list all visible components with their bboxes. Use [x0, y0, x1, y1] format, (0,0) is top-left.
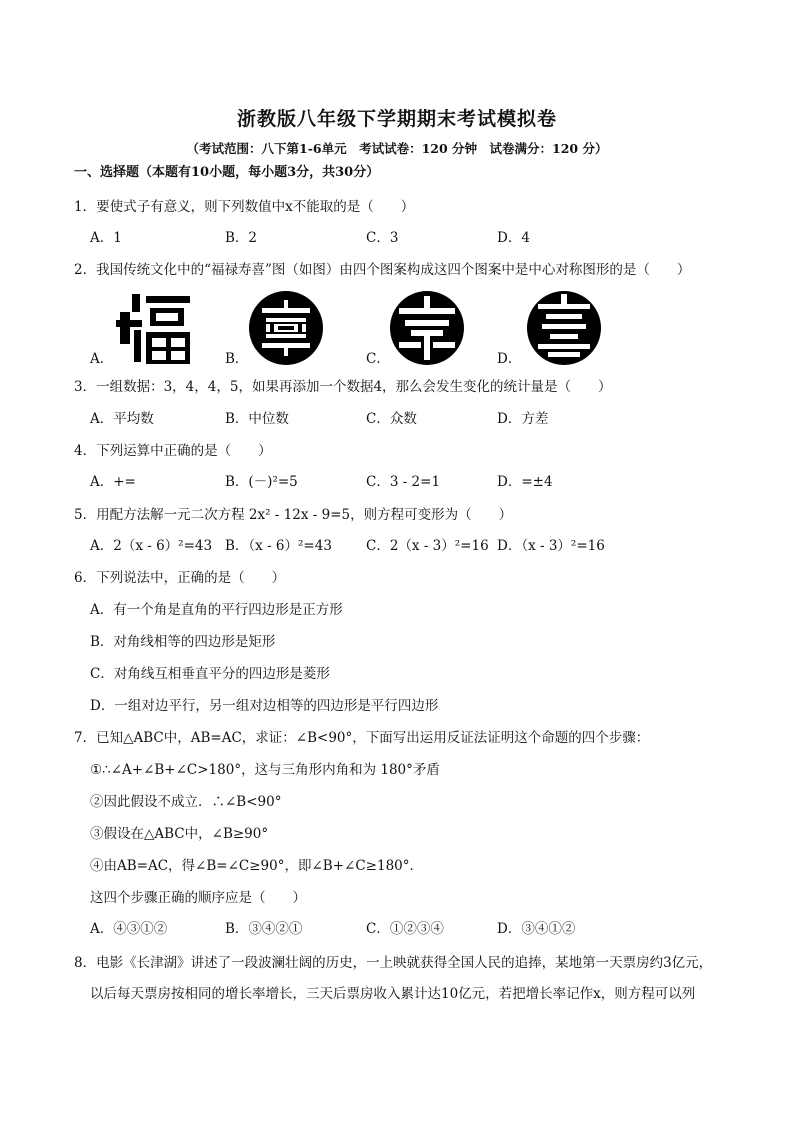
question-8-stem-line-1: 8．电影《长津湖》讲述了一段波澜壮阔的历史，一上映就获得全国人民的追捧，某地第一天票房约3亿元，	[74, 955, 713, 971]
xi-character-icon	[526, 290, 602, 366]
question-7-step-4: ④由AB=AC，得∠B=∠C≥90°，即∠B+∠C≥180°．	[90, 858, 423, 874]
question-5-option-c: C．2（x - 3）²=16	[366, 538, 489, 554]
question-3-option-d: D．方差	[497, 411, 549, 427]
section-heading: 一、选择题（本题有10小题，每小题3分，共30分）	[74, 165, 380, 180]
shou-character-icon	[389, 290, 465, 366]
question-8-stem-line-2: 以后每天票房按相同的增长率增长，三天后票房收入累计达10亿元，若把增长率记作x，则方程可以列	[90, 986, 696, 1002]
question-6-option-a: A．有一个角是直角的平行四边形是正方形	[90, 602, 343, 618]
question-7-option-d: D．③④①②	[497, 921, 576, 937]
question-5-stem: 5．用配方法解一元二次方程 2x² - 12x - 9=5，则方程可变形为（ ）	[74, 507, 513, 523]
question-1-option-d: D．4	[497, 230, 530, 246]
question-4-option-d: D．=±4	[497, 474, 553, 490]
question-7-prompt: 这四个步骤正确的顺序应是（ ）	[90, 890, 306, 906]
question-7-option-c: C．①②③④	[366, 921, 444, 937]
question-7-option-b: B．③④②①	[225, 921, 303, 937]
page-title: 浙教版八年级下学期期末考试模拟卷	[236, 108, 557, 130]
question-5-option-b: B．（x - 6）²=43	[225, 538, 332, 554]
question-6-option-d: D．一组对边平行，另一组对边相等的四边形是平行四边形	[90, 698, 439, 714]
question-7-step-2: ②因此假设不成立．∴∠B<90°	[90, 794, 282, 810]
question-1-option-a: A．1	[90, 230, 122, 246]
question-1-option-c: C．3	[366, 230, 399, 246]
question-1-stem: 1．要使式子有意义，则下列数值中x不能取的是（ ）	[74, 199, 415, 215]
question-7-step-3: ③假设在△ABC中，∠B≥90°	[90, 826, 269, 842]
question-2-label-d: D．	[497, 351, 522, 367]
question-3-stem: 3．一组数据：3，4，4，5，如果再添加一个数据4，那么会发生变化的统计量是（ ）	[74, 379, 612, 395]
question-7-option-a: A．④③①②	[90, 921, 168, 937]
question-2-label-c: C．	[366, 351, 390, 367]
question-4-option-b: B．(－)²=5	[225, 474, 298, 490]
lu-character-icon	[248, 290, 324, 366]
question-4-option-a: A．+=	[90, 474, 136, 490]
question-6-option-c: C．对角线互相垂直平分的四边形是菱形	[90, 666, 330, 682]
question-6-option-b: B．对角线相等的四边形是矩形	[90, 634, 276, 650]
question-1-option-b: B．2	[225, 230, 258, 246]
question-5-option-d: D．（x - 3）²=16	[497, 538, 605, 554]
question-6-stem: 6．下列说法中，正确的是（ ）	[74, 570, 286, 586]
question-3-option-c: C．众数	[366, 411, 417, 427]
exam-scope-subtitle: （考试范围：八下第1-6单元 考试试卷：120 分钟 试卷满分：120 分）	[186, 141, 608, 156]
fu-character-icon	[116, 290, 192, 366]
question-2-stem: 2．我国传统文化中的“福禄寿喜”图（如图）由四个图案构成这四个图案中是中心对称图形的是（ ）	[74, 262, 691, 278]
question-7-step-1: ①∴∠A+∠B+∠C>180°，这与三角形内角和为 180°矛盾	[90, 762, 440, 778]
question-2-label-b: B．	[225, 351, 249, 367]
question-3-option-a: A．平均数	[90, 411, 154, 427]
question-4-option-c: C．3 - 2=1	[366, 474, 441, 490]
question-5-option-a: A．2（x - 6）²=43	[90, 538, 213, 554]
question-2-label-a: A．	[90, 351, 114, 367]
question-4-stem: 4．下列运算中正确的是（ ）	[74, 443, 272, 459]
question-7-stem: 7．已知△ABC中，AB=AC，求证：∠B<90°，下面写出运用反证法证明这个命题的四个步骤：	[74, 730, 650, 746]
question-3-option-b: B．中位数	[225, 411, 289, 427]
